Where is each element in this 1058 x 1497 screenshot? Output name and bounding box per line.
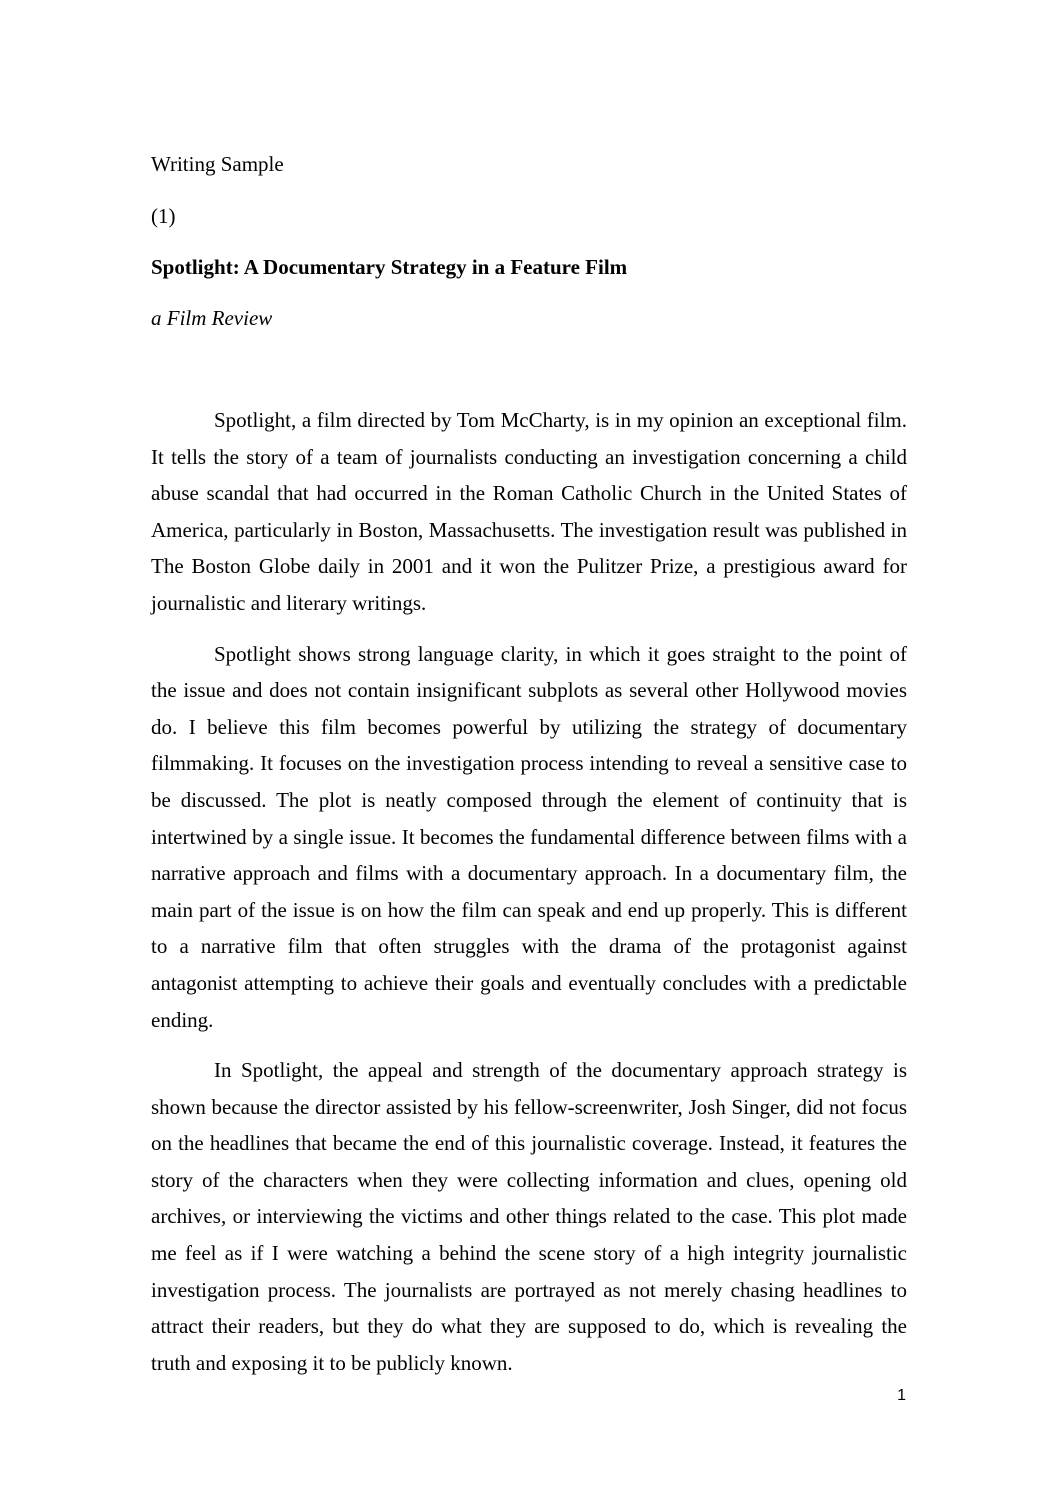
paragraph-1: Spotlight, a film directed by Tom McCharty, is in my opinion an exceptional film. It tells the story of a team of journalists conducting an investigation concerning a child abuse scandal that had occurred in the Roman Catholic Church in the United States of America, particularly in Boston, Massachusetts. The investigation result was published in The Boston Globe daily in 2001 and it won the Pulitzer Prize, a prestigious award for journalistic and literary writings. xyxy=(151,408,907,615)
sample-number: (1) xyxy=(151,204,176,228)
document-title: Spotlight: A Documentary Strategy in a Feature Film xyxy=(151,255,628,279)
document-subtitle: a Film Review xyxy=(151,306,273,330)
sample-label: Writing Sample xyxy=(151,152,284,176)
paragraph-2: Spotlight shows strong language clarity, in which it goes straight to the point of the issue and does not contain insignificant subplots as several other Hollywood movies do. I believe this film becomes powerful by utilizing the strategy of documentary filmmaking. It focuses on the investigation process intending to reveal a sensitive case to be discussed. The plot is neatly composed through the element of continuity that is intertwined by a single issue. It becomes the fundamental difference between films with a narrative approach and films with a documentary approach. In a documentary film, the main part of the issue is on how the film can speak and end up properly. This is different to a narrative film that often struggles with the drama of the protagonist against antagonist attempting to achieve their goals and eventually concludes with a predictable ending. xyxy=(151,641,907,1032)
review-body xyxy=(151,402,907,1395)
page-number: 1 xyxy=(897,1387,906,1404)
paragraph-3: In Spotlight, the appeal and strength of the documentary approach strategy is shown because the director assisted by his fellow-screenwriter, Josh Singer, did not focus on the headlines that became the end of this journalistic coverage. Instead, it features the story of the characters when they were collecting information and clues, opening old archives, or interviewing the victims and other things related to the case. This plot made me feel as if I were watching a behind the scene story of a high integrity journalistic investigation process. The journalists are portrayed as not merely chasing headlines to attract their readers, but they do what they are supposed to do, which is revealing the truth and exposing it to be publicly known. xyxy=(151,1058,907,1375)
